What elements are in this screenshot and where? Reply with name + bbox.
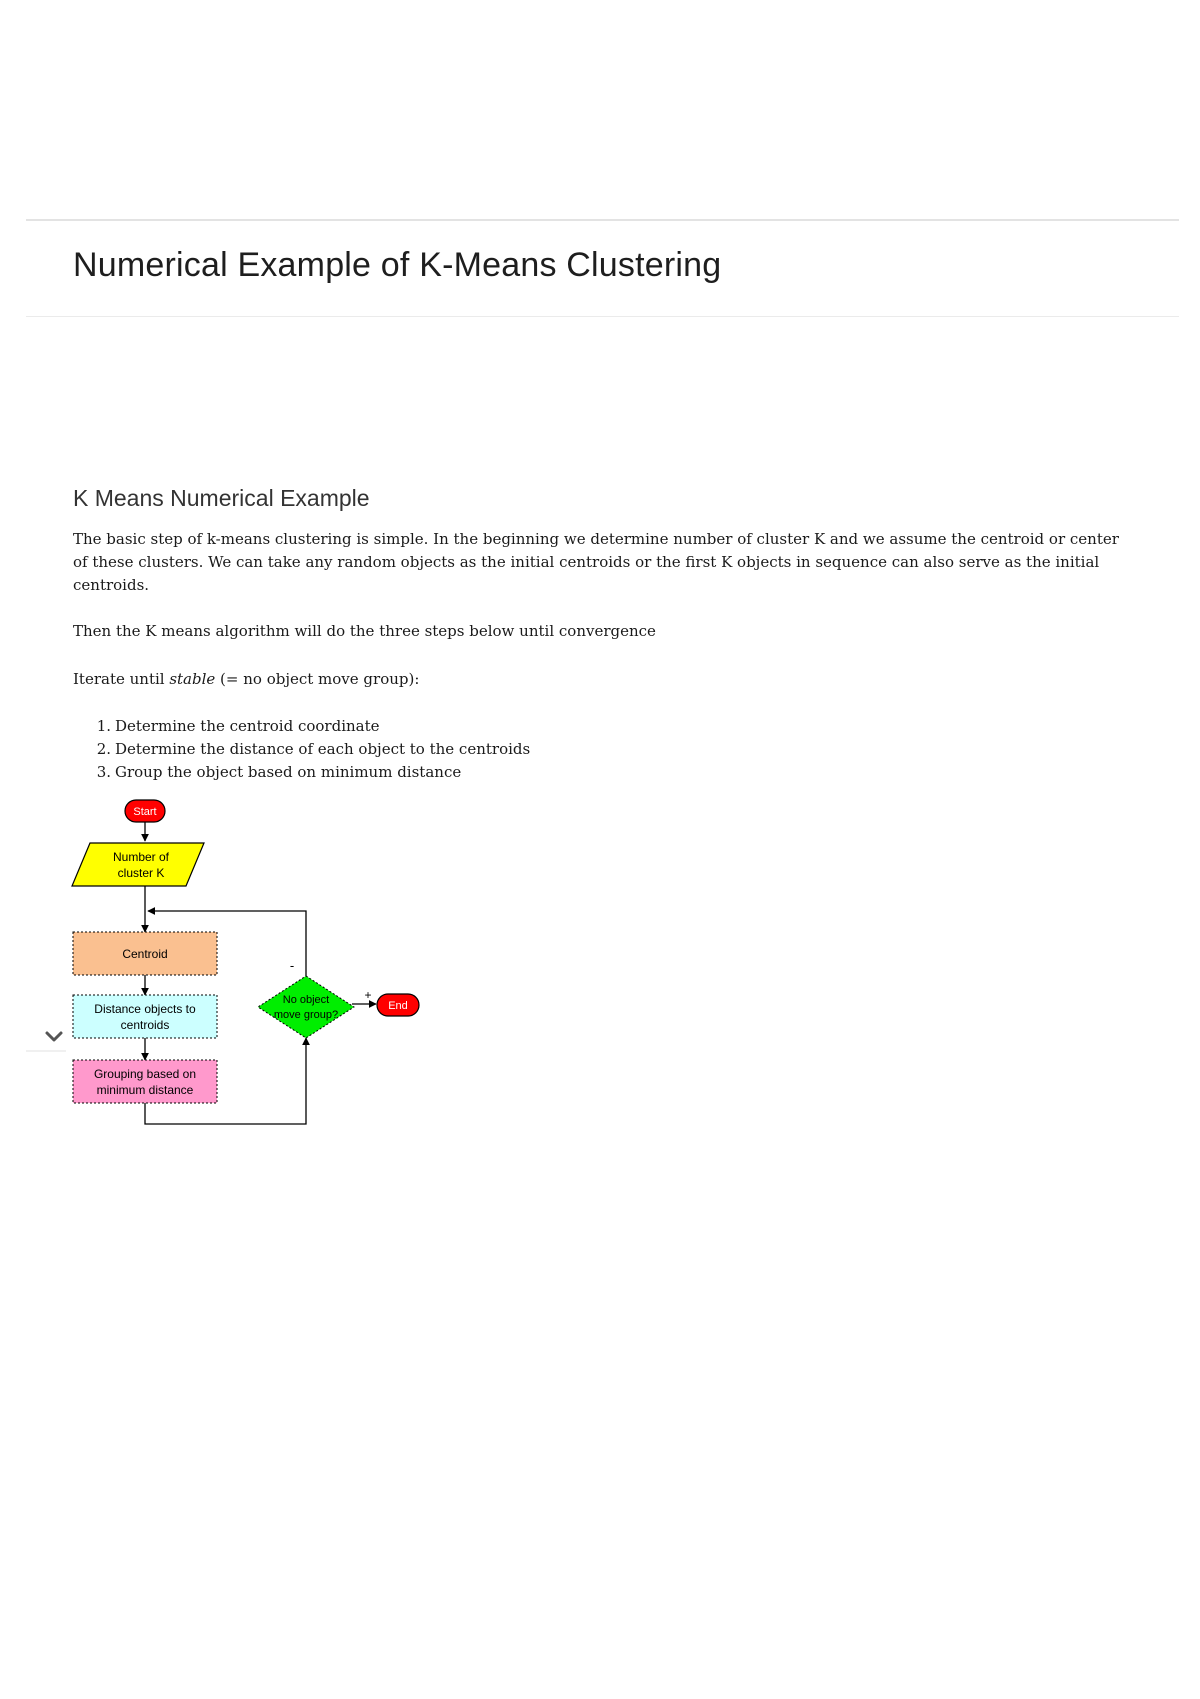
centroid-node xyxy=(73,932,217,975)
step-number: 3. xyxy=(96,763,111,781)
collapse-toggle[interactable] xyxy=(26,1026,66,1052)
top-divider xyxy=(26,219,1179,221)
convergence-paragraph: Then the K means algorithm will do the three steps below until convergence xyxy=(73,622,656,640)
steps-list xyxy=(73,715,530,784)
section-title: K Means Numerical Example xyxy=(73,485,370,511)
iterate-paragraph xyxy=(73,668,1133,691)
list-item xyxy=(73,738,530,761)
start-node xyxy=(125,800,165,822)
intro-paragraph: The basic step of k-means clustering is simple. In the beginning we determine number of cluster K and we assume the centroid or center of these clusters. We can take any random objects as the initial centroids or the first K objects in sequence can also serve as the initial centroids. xyxy=(73,530,1119,594)
iterate-prefix: Iterate until xyxy=(73,670,170,688)
start-label: Start xyxy=(133,806,157,818)
page-title: Numerical Example of K-Means Clustering xyxy=(73,246,722,284)
end-node xyxy=(377,994,419,1016)
step-number: 1. xyxy=(96,717,111,735)
iterate-suffix: (= no object move group): xyxy=(215,670,420,688)
iterate-emphasis: stable xyxy=(169,670,216,688)
decision-label-line1: No object xyxy=(282,994,330,1006)
input-label-line2: cluster K xyxy=(117,866,165,880)
grouping-label-line2: minimum distance xyxy=(96,1083,194,1097)
list-item xyxy=(73,761,530,784)
no-branch-label: - xyxy=(289,958,295,973)
title-divider xyxy=(26,316,1179,317)
step-text: Determine the distance of each object to the centroids xyxy=(115,740,531,758)
list-item xyxy=(73,715,530,738)
input-node xyxy=(72,843,204,886)
decision-label-line2: move group? xyxy=(273,1009,339,1021)
distance-label-line1: Distance objects to xyxy=(94,1002,196,1016)
decision-node xyxy=(258,976,354,1038)
kmeans-flowchart xyxy=(68,798,428,1138)
grouping-label-line1: Grouping based on xyxy=(93,1067,197,1081)
input-label-line1: Number of xyxy=(112,850,170,864)
step-text: Group the object based on minimum distance xyxy=(115,763,462,781)
step-text: Determine the centroid coordinate xyxy=(115,717,380,735)
yes-branch-label: + xyxy=(364,988,372,1002)
distance-label-line2: centroids xyxy=(120,1018,170,1032)
step-number: 2. xyxy=(96,740,111,758)
grouping-node xyxy=(73,1060,217,1103)
distance-node xyxy=(73,995,217,1038)
centroid-label: Centroid xyxy=(122,947,168,961)
end-label: End xyxy=(388,1000,408,1012)
chevron-down-icon xyxy=(26,1026,66,1048)
